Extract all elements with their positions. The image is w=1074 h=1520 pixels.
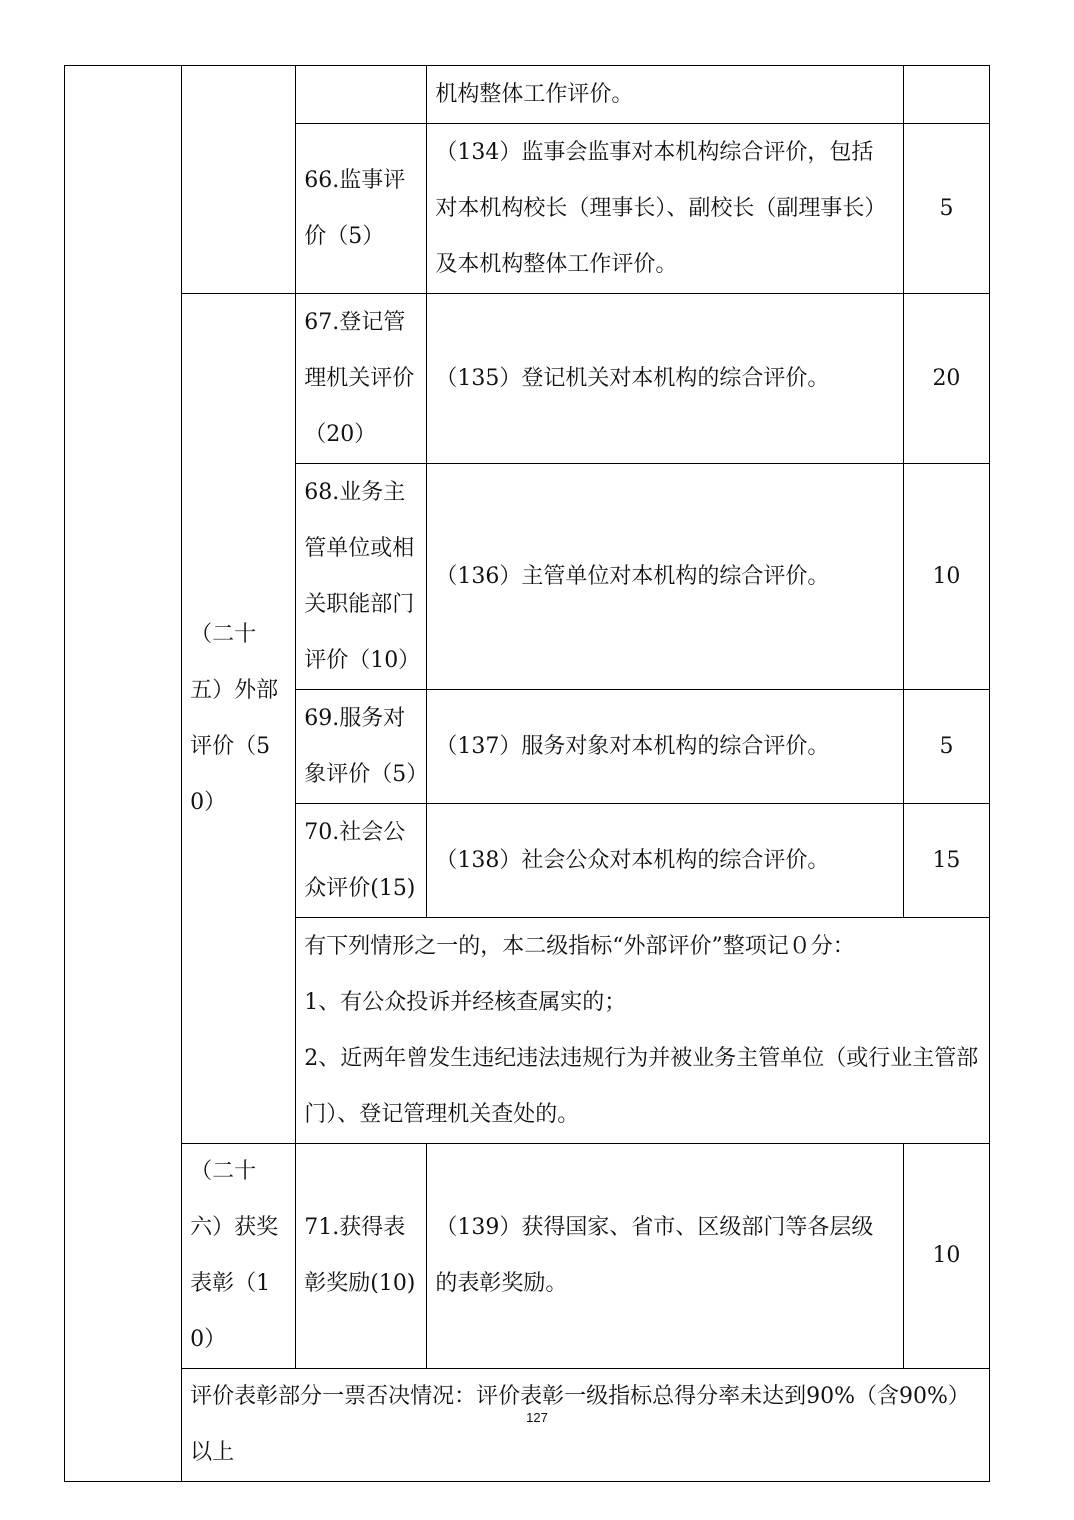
second-level-cell-blank [182,66,296,294]
criterion-cell: （139）获得国家、省市、区级部门等各层级的表彰奖励。 [427,1144,904,1369]
second-level-indicator: （二十五）外部评价（50） [182,294,296,1144]
criterion-cell: （134）监事会监事对本机构综合评价，包括对本机构校长（理事长）、副校长（副理事长）及本机构整体工作评价。 [427,124,904,294]
table-row [65,1144,990,1369]
criterion-cell: （135）登记机关对本机构的综合评价。 [427,294,904,464]
table-row [65,294,990,464]
table-row [65,1369,990,1482]
score-cell: 20 [903,294,989,464]
criterion-cell: （136）主管单位对本机构的综合评价。 [427,464,904,690]
first-level-indicator-cell [65,66,182,1482]
indicator-cell: 66.监事评价（5） [296,124,427,294]
veto-note-cell [296,918,990,1144]
veto-note-item: 2、近两年曾发生违纪违法违规行为并被业务主管单位（或行业主管部门）、登记管理机关查处的。 [304,1045,979,1127]
criterion-cell: （137）服务对象对本机构的综合评价。 [427,690,904,804]
veto-note-item: 1、有公众投诉并经核查属实的； [304,989,627,1015]
score-cell: 10 [903,1144,989,1369]
criterion-cell: （138）社会公众对本机构的综合评价。 [427,804,904,918]
page-number: 127 [526,1410,548,1425]
veto-note-intro: 有下列情形之一的，本二级指标“外部评价”整项记０分： [304,933,855,959]
indicator-cell: 69.服务对象评价（5） [296,690,427,804]
indicator-cell: 67.登记管理机关评价（20） [296,294,427,464]
criterion-cell: 机构整体工作评价。 [427,66,904,124]
second-level-indicator: （二十六）获奖表彰（10） [182,1144,296,1369]
score-cell: 5 [903,124,989,294]
evaluation-table [64,65,990,1482]
indicator-cell: 71.获得表彰奖励(10) [296,1144,427,1369]
score-cell-blank [903,66,989,124]
indicator-cell-blank [296,66,427,124]
indicator-cell: 68.业务主管单位或相关职能部门评价（10） [296,464,427,690]
table-row [65,66,990,124]
veto-summary-cell: 评价表彰部分一票否决情况：评价表彰一级指标总得分率未达到90%（含90%）以上 [182,1369,990,1482]
indicator-cell: 70.社会公众评价(15) [296,804,427,918]
score-cell: 5 [903,690,989,804]
score-cell: 10 [903,464,989,690]
score-cell: 15 [903,804,989,918]
